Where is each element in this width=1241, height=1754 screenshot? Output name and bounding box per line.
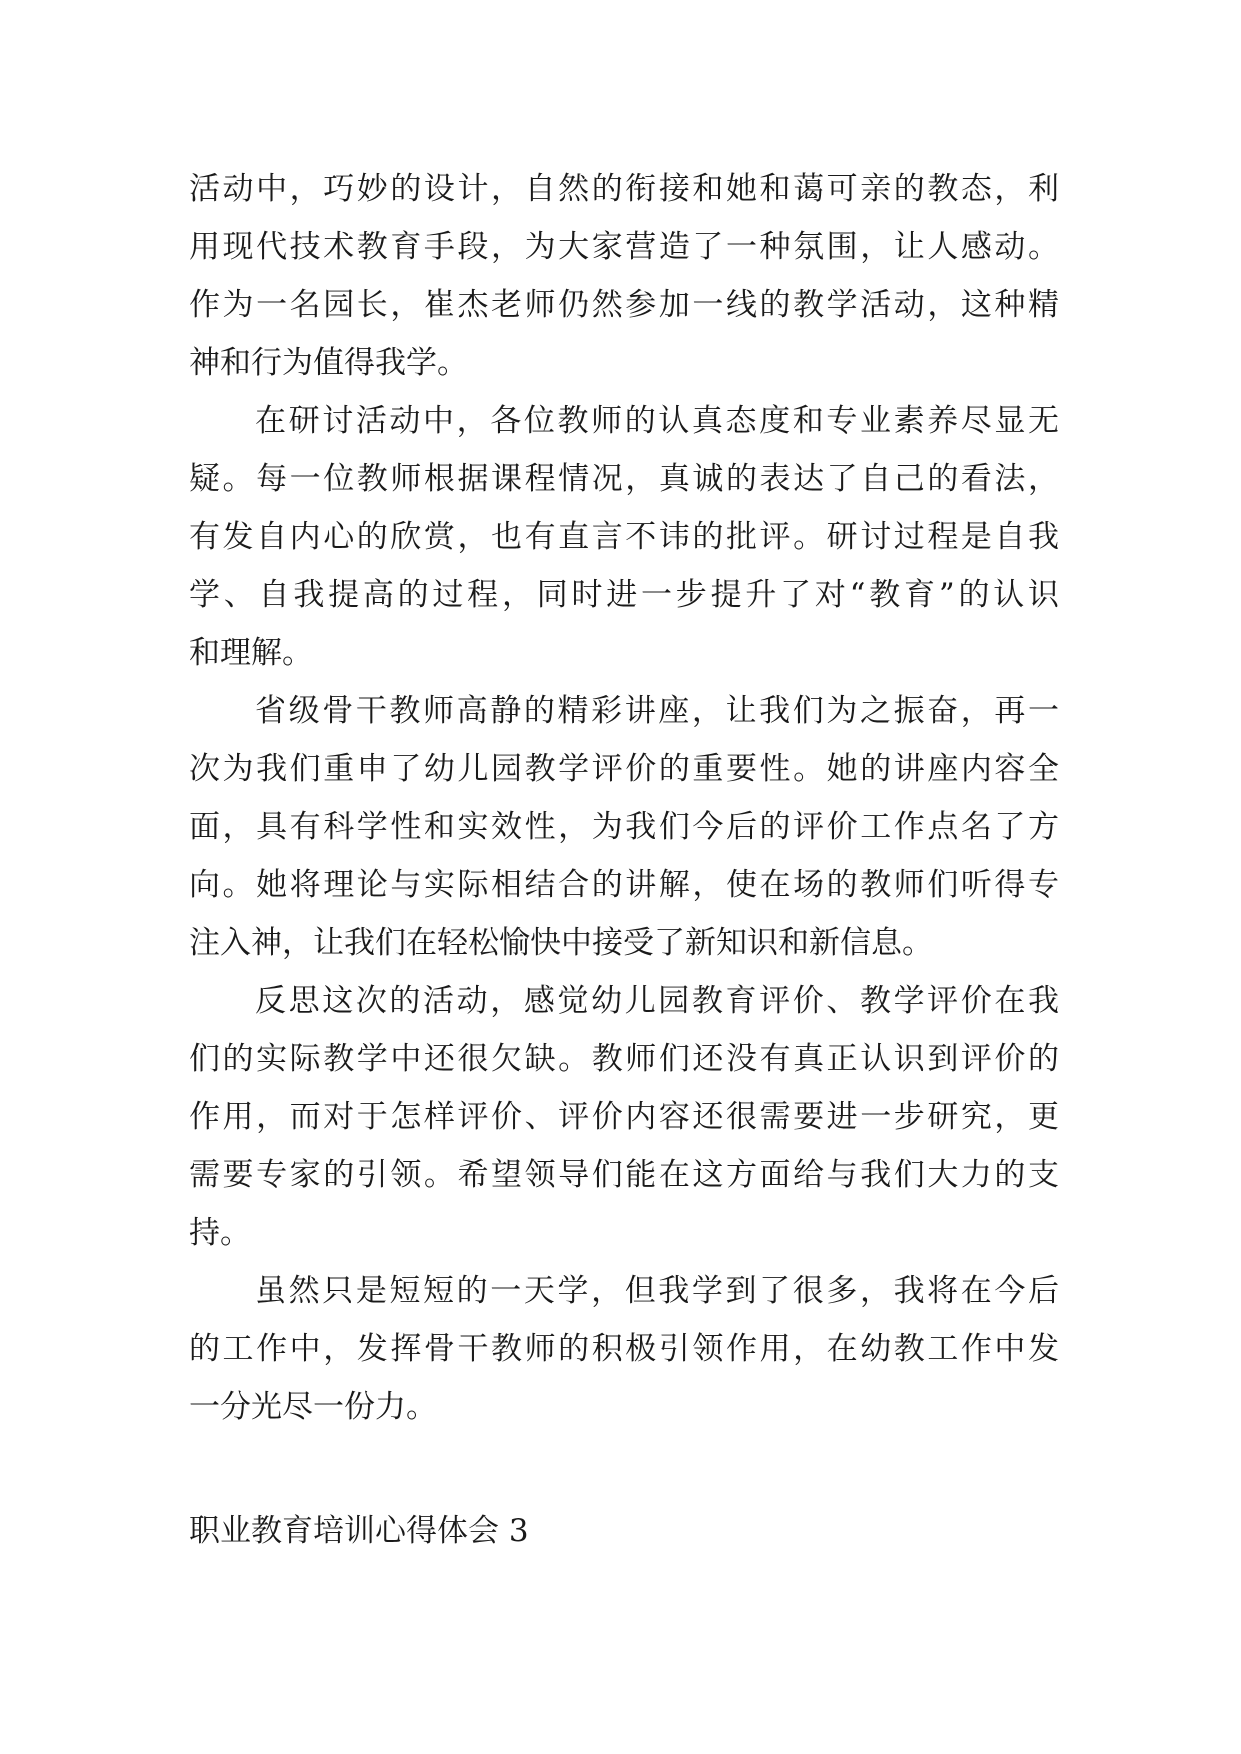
paragraph-line: 作用，而对于怎样评价、评价内容还很需要进一步研究，更 (189, 1099, 1059, 1135)
paragraph-line: 用现代技术教育手段，为大家营造了一种氛围，让人感动。 (189, 229, 1059, 265)
paragraph-line: 需要专家的引领。希望领导们能在这方面给与我们大力的支 (189, 1157, 1059, 1193)
paragraph-1 (189, 160, 1059, 392)
paragraph-2 (189, 392, 1059, 682)
paragraph-line: 疑。每一位教师根据课程情况，真诚的表达了自己的看法， (189, 461, 1059, 497)
paragraph-line: 学、自我提高的过程，同时进一步提升了对“教育”的认识 (189, 577, 1059, 613)
paragraph-line: 反思这次的活动，感觉幼儿园教育评价、教学评价在我 (255, 983, 1059, 1019)
paragraph-line: 的工作中，发挥骨干教师的积极引领作用，在幼教工作中发 (189, 1331, 1059, 1367)
section-heading: 职业教育培训心得体会 3 (189, 1513, 529, 1549)
paragraph-line: 作为一名园长，崔杰老师仍然参加一线的教学活动，这种精 (189, 287, 1059, 323)
paragraph-line: 神和行为值得我学。 (189, 345, 468, 381)
paragraph-line: 虽然只是短短的一天学，但我学到了很多，我将在今后 (255, 1273, 1059, 1309)
paragraph-line: 和理解。 (189, 635, 313, 671)
paragraph-line: 注入神，让我们在轻松愉快中接受了新知识和新信息。 (189, 925, 933, 961)
paragraph-3 (189, 682, 1059, 972)
paragraph-line: 们的实际教学中还很欠缺。教师们还没有真正认识到评价的 (189, 1041, 1059, 1077)
paragraph-line: 省级骨干教师高静的精彩讲座，让我们为之振奋，再一 (255, 693, 1059, 729)
paragraph-4 (189, 972, 1059, 1262)
paragraph-5 (189, 1262, 1059, 1436)
paragraph-line: 有发自内心的欣赏，也有直言不讳的批评。研讨过程是自我 (189, 519, 1059, 555)
paragraph-line: 一分光尽一份力。 (189, 1389, 437, 1425)
paragraph-line: 活动中，巧妙的设计，自然的衔接和她和蔼可亲的教态，利 (189, 171, 1059, 207)
paragraph-line: 在研讨活动中，各位教师的认真态度和专业素养尽显无 (255, 403, 1059, 439)
paragraph-line: 面，具有科学性和实效性，为我们今后的评价工作点名了方 (189, 809, 1059, 845)
document-body (189, 160, 1059, 1436)
paragraph-line: 持。 (189, 1215, 251, 1251)
paragraph-line: 向。她将理论与实际相结合的讲解，使在场的教师们听得专 (189, 867, 1059, 903)
paragraph-line: 次为我们重申了幼儿园教学评价的重要性。她的讲座内容全 (189, 751, 1059, 787)
